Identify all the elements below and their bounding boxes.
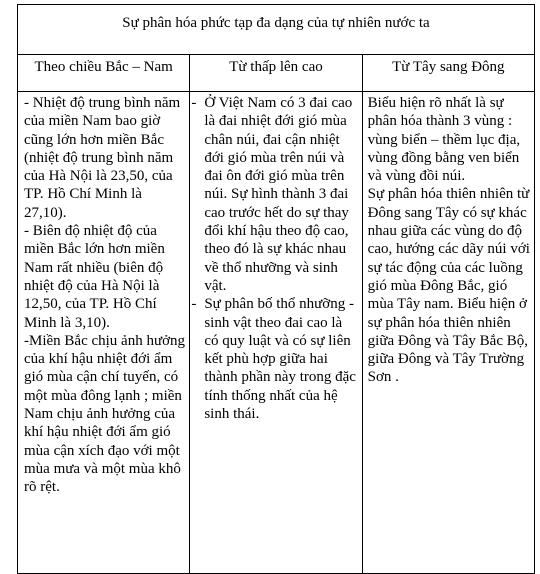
paragraph: Sự phân hóa thiên nhiên từ Đông sang Tây có sự khác nhau giữa các vùng do độ cao, hướng các dãy núi với sự tác động của các luồng gió mùa Đông Bắc, gió mùa Tây nam. Biểu hiện ở sự phân hóa thiên nhiên giữa Đông và Tây Bắc Bộ, giữa Đông và Tây Trường Sơn .: [367, 186, 530, 386]
column-header-north-south: Theo chiều Bắc – Nam: [18, 55, 190, 92]
column-header-low-high: Từ thấp lên cao: [190, 55, 362, 92]
bullet-marker: -: [191, 95, 197, 111]
bullet-marker: -: [191, 296, 197, 313]
bullet-text: Ở Việt Nam có 3 đai cao là đai nhiệt đới gió mùa chân núi, đai cận nhiệt đới gió mùa trên núi và đai ôn đới gió mùa trên núi. Sự hình thành 3 đai cao trước hết do sự thay đổi khí hậu theo độ cao, theo đó là sự khác nhau về thổ nhưỡng và sinh vật.: [204, 95, 353, 294]
column-header-west-east: Từ Tây sang Đông: [362, 55, 534, 92]
bullet-item: [190, 295, 361, 423]
content-row: [18, 92, 535, 574]
table-title: Sự phân hóa phức tạp đa dạng của tự nhiên nước ta: [18, 5, 535, 55]
header-row: [18, 55, 535, 92]
title-row: [18, 5, 535, 55]
comparison-table: [17, 4, 535, 574]
cell-low-high: [190, 92, 362, 574]
bullet-text: Sự phân bố thổ nhưỡng - sinh vật theo đai cao là có quy luật và có sự liên kết phù hợp giữa hai thành phần này trong đặc tính thống nhất của hệ sinh thái.: [204, 296, 356, 423]
cell-west-east: [362, 92, 534, 574]
bullet-item: [190, 94, 361, 295]
cell-north-south: [18, 92, 190, 574]
paragraph: - Biên độ nhiệt độ của miền Bắc lớn hơn miền Nam rất nhiều (biên độ nhiệt độ của Hà Nội là 12,50, của TP. Hồ Chí Minh là 3,10).: [24, 223, 165, 331]
paragraph: - Nhiệt độ trung bình năm của miền Nam bao giờ cũng lớn hơn miền Bắc (nhiệt độ trung bình năm của Hà Nội là 23,50, của TP. Hồ Chí Minh là 27,10).: [24, 95, 181, 221]
paragraph: Biểu hiện rõ nhất là sự phân hóa thành 3 vùng : vùng biển – thềm lục địa, vùng đồng bằng ven biển và vùng đồi núi.: [367, 95, 521, 185]
paragraph: -Miền Bắc chịu ảnh hưởng của khí hậu nhiệt đới ẩm gió mùa cận chí tuyến, có một mùa đông lạnh ; miền Nam chịu ảnh hưởng của khí hậu nhiệt đới ẩm gió mùa cận xích đạo với một mùa mưa và một mùa khô rõ rệt.: [24, 332, 186, 496]
